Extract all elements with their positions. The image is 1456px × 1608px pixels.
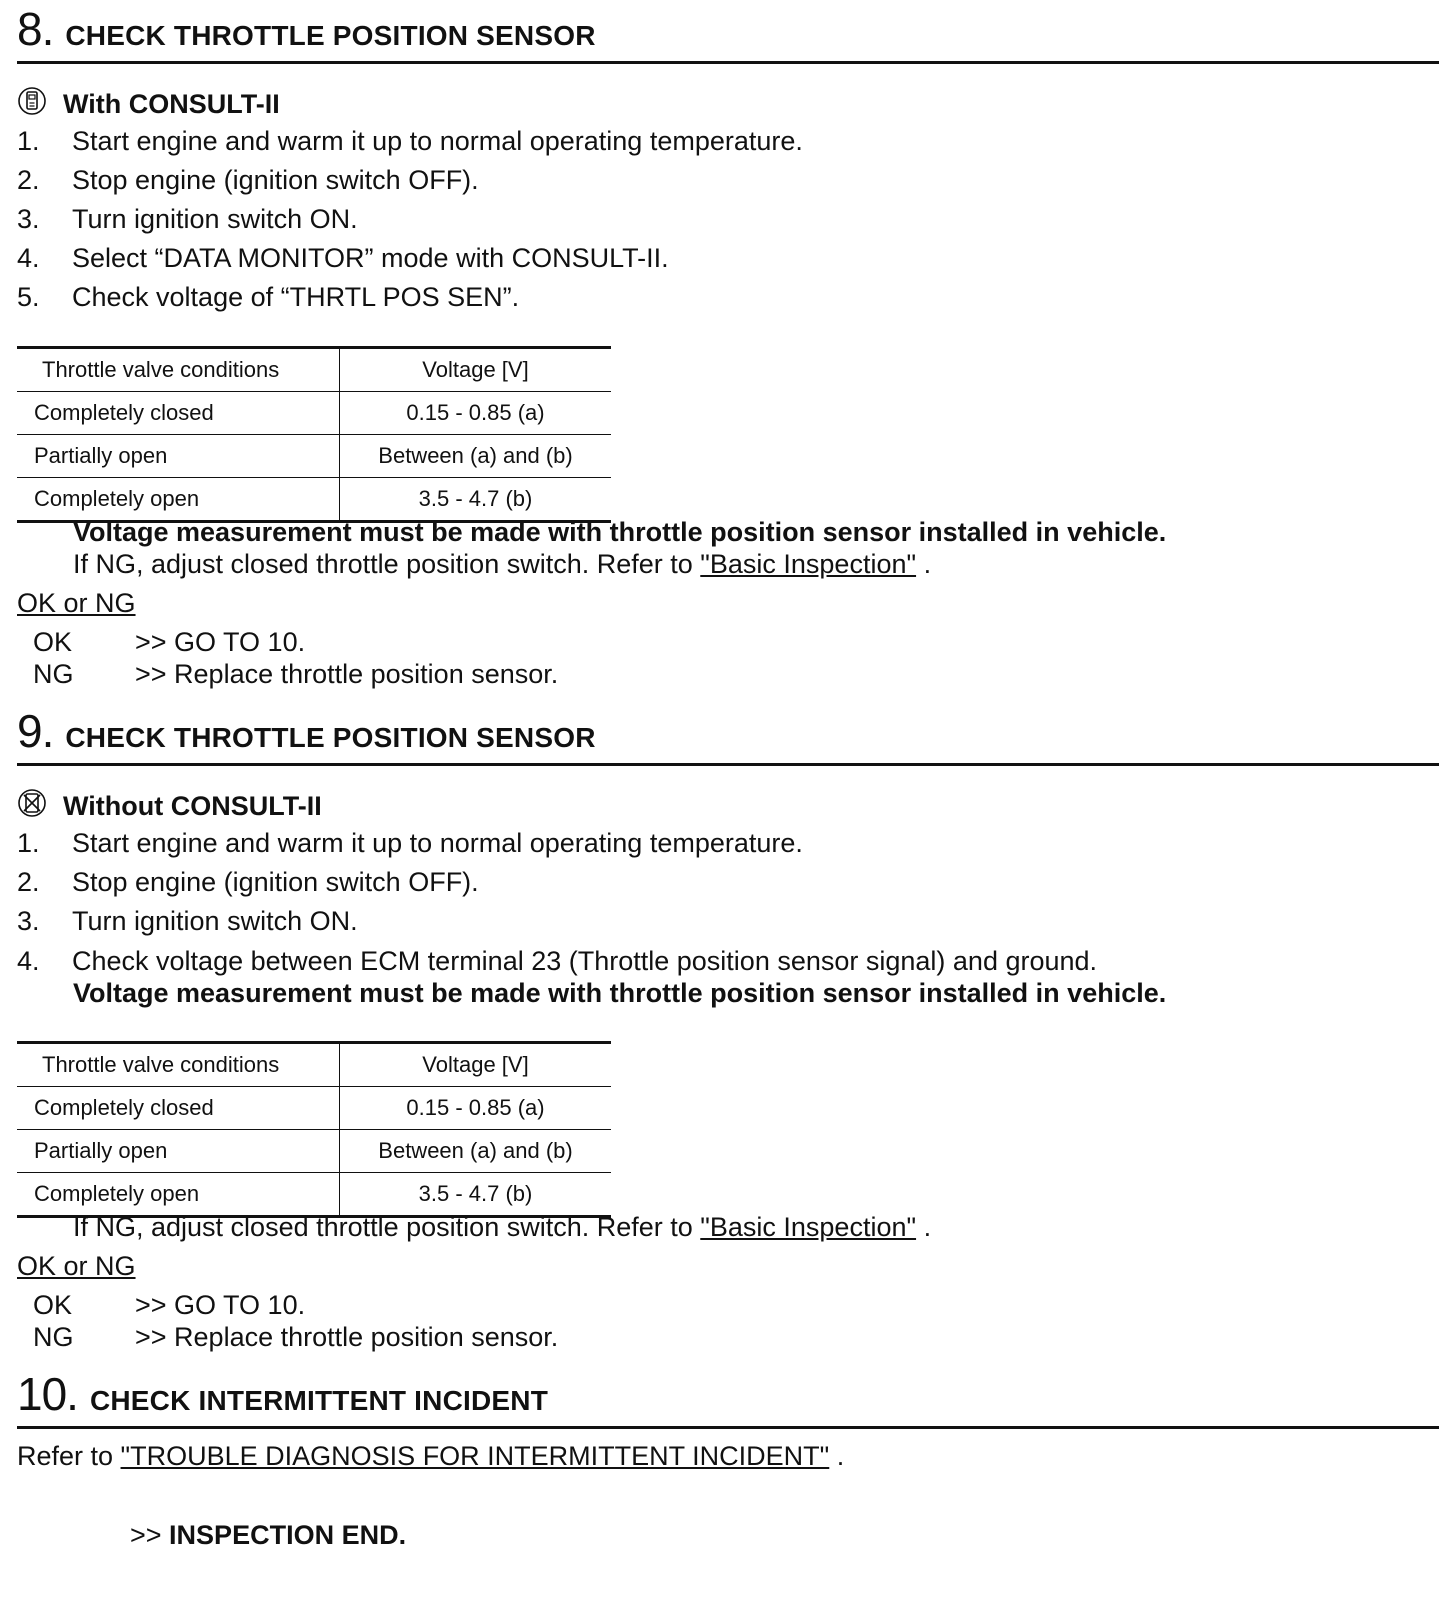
table-header-row: [17, 348, 611, 392]
mode-with-consult: [17, 86, 280, 120]
table-header-cell: Voltage [V]: [422, 1052, 529, 1077]
section-9-heading: [17, 704, 596, 758]
step-item: 4. Select “DATA MONITOR” mode with CONSULT-II.: [17, 243, 669, 273]
basic-inspection-link[interactable]: "Basic Inspection": [700, 549, 917, 579]
section-number: 10.: [17, 1368, 78, 1420]
result-ok: OK >> GO TO 10.: [33, 1290, 306, 1320]
table-header-cell: Throttle valve conditions: [17, 1043, 340, 1087]
mode-without-consult: [17, 788, 322, 822]
section-divider: [17, 61, 1439, 64]
table-row: [17, 1173, 611, 1217]
warning-note: Voltage measurement must be made with throttle position sensor installed in vehicle.: [73, 978, 1167, 1008]
section-10-heading: [17, 1367, 548, 1421]
step-item: 1. Start engine and warm it up to normal operating temperature.: [17, 126, 803, 156]
section-number: 9.: [17, 705, 54, 757]
section-divider: [17, 1426, 1439, 1429]
table-cell: 3.5 - 4.7 (b): [340, 478, 612, 522]
warning-note: Voltage measurement must be made with throttle position sensor installed in vehicle.: [73, 517, 1167, 547]
table-row: [17, 392, 611, 435]
without-consult-icon: [17, 788, 47, 818]
section-title: CHECK THROTTLE POSITION SENSOR: [65, 722, 596, 753]
result-ok: OK >> GO TO 10.: [33, 627, 306, 657]
voltage-table: [17, 1041, 611, 1218]
table-header-cell: Voltage [V]: [422, 357, 529, 382]
mode-label: With CONSULT-II: [63, 89, 280, 119]
step-item: 5. Check voltage of “THRTL POS SEN”.: [17, 282, 520, 312]
table-cell: Between (a) and (b): [340, 435, 612, 478]
table-row: [17, 435, 611, 478]
table-cell: Between (a) and (b): [340, 1130, 612, 1173]
section-8-heading: [17, 2, 596, 56]
voltage-table: [17, 346, 611, 523]
section-divider: [17, 763, 1439, 766]
table-cell: Completely open: [17, 1173, 340, 1217]
table-header-row: [17, 1043, 611, 1087]
table-cell: Completely open: [17, 478, 340, 522]
adjust-note: If NG, adjust closed throttle position switch. Refer to "Basic Inspection" .: [73, 1212, 932, 1242]
step-item: 2. Stop engine (ignition switch OFF).: [17, 165, 479, 195]
step-item: 3. Turn ignition switch ON.: [17, 204, 358, 234]
inspection-end: >> INSPECTION END.: [130, 1520, 407, 1550]
table-cell: 0.15 - 0.85 (a): [340, 1087, 612, 1130]
table-cell: Partially open: [17, 435, 340, 478]
step-item: 1. Start engine and warm it up to normal operating temperature.: [17, 828, 803, 858]
refer-note: Refer to "TROUBLE DIAGNOSIS FOR INTERMITTENT INCIDENT" .: [17, 1441, 845, 1471]
mode-label: Without CONSULT-II: [63, 791, 322, 821]
trouble-diagnosis-link[interactable]: "TROUBLE DIAGNOSIS FOR INTERMITTENT INCIDENT": [120, 1441, 830, 1471]
result-ng: NG >> Replace throttle position sensor.: [33, 1322, 559, 1352]
adjust-note: If NG, adjust closed throttle position switch. Refer to "Basic Inspection" .: [73, 549, 932, 579]
table-cell: 0.15 - 0.85 (a): [340, 392, 612, 435]
table-header-cell: Throttle valve conditions: [17, 348, 340, 392]
result-ng: NG >> Replace throttle position sensor.: [33, 659, 559, 689]
table-cell: Partially open: [17, 1130, 340, 1173]
table-cell: Completely closed: [17, 1087, 340, 1130]
section-number: 8.: [17, 3, 54, 55]
section-title: CHECK THROTTLE POSITION SENSOR: [65, 20, 596, 51]
step-item: 4. Check voltage between ECM terminal 23 (Throttle position sensor signal) and ground.: [17, 946, 1098, 976]
table-row: [17, 478, 611, 522]
table-cell: Completely closed: [17, 392, 340, 435]
step-item: 2. Stop engine (ignition switch OFF).: [17, 867, 479, 897]
table-row: [17, 1130, 611, 1173]
step-item: 3. Turn ignition switch ON.: [17, 906, 358, 936]
table-row: [17, 1087, 611, 1130]
ok-or-ng-label: OK or NG: [17, 588, 136, 618]
basic-inspection-link[interactable]: "Basic Inspection": [700, 1212, 917, 1242]
section-title: CHECK INTERMITTENT INCIDENT: [89, 1385, 549, 1416]
consult-icon: [17, 86, 47, 116]
table-cell: 3.5 - 4.7 (b): [340, 1173, 612, 1217]
ok-or-ng-label: OK or NG: [17, 1251, 136, 1281]
